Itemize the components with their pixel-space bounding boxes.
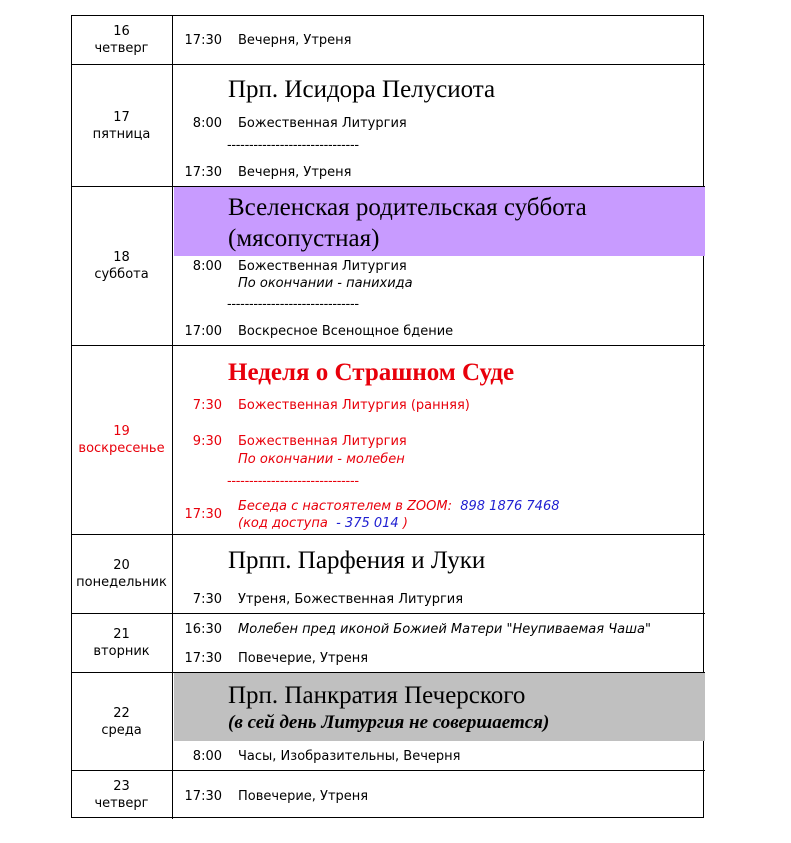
weekday: четверг	[94, 796, 149, 811]
day-cell	[71, 346, 173, 534]
service-time: 8:00	[192, 259, 222, 274]
service-time: 17:30	[184, 165, 222, 180]
feast-note: (в сей день Литургия не совершается)	[228, 712, 550, 733]
service-name: Божественная Литургия (ранняя)	[238, 398, 470, 413]
zoom-access-code[interactable]: - 375 014	[336, 516, 403, 531]
separator: ------------------------------	[227, 297, 359, 312]
day-number: 21	[113, 627, 130, 642]
service-name: Часы, Изобразительны, Вечерня	[238, 749, 461, 764]
service-name: Божественная Литургия	[238, 434, 407, 449]
day-number: 18	[113, 250, 130, 265]
service-time: 9:30	[192, 434, 222, 449]
day-number: 16	[113, 23, 130, 39]
day-cell	[71, 614, 173, 672]
day-cell	[71, 535, 173, 613]
weekday: среда	[101, 722, 142, 738]
service-note: По окончании - молебен	[238, 452, 405, 467]
service-name: Воскресное Всенощное бдение	[238, 324, 454, 339]
day-row-17	[71, 64, 705, 186]
day-cell	[71, 15, 173, 64]
zoom-meeting-id[interactable]: 898 1876 7468	[460, 499, 560, 514]
day-row-16	[71, 15, 705, 64]
weekday: суббота	[94, 267, 149, 282]
service-time: 17:00	[184, 324, 222, 339]
day-cell	[71, 771, 173, 819]
feast-title: Неделя о Страшном Суде	[228, 359, 515, 386]
service-name: Божественная Литургия	[238, 259, 407, 274]
separator: ------------------------------	[227, 138, 359, 153]
day-number: 20	[113, 558, 130, 573]
service-note: По окончании - панихида	[238, 276, 413, 291]
day-cell	[71, 65, 173, 186]
day-number: 19	[113, 424, 130, 439]
service-name: Вечерня, Утреня	[238, 165, 352, 180]
zoom-code-label: (код доступа	[238, 516, 328, 531]
service-time: 7:30	[192, 592, 222, 607]
service-name: Утреня, Божественная Литургия	[238, 592, 464, 607]
weekday: понедельник	[76, 575, 167, 590]
zoom-talk-text: Беседа с настоятелем в ZOOM:	[238, 499, 452, 514]
feast-title-line1: Вселенская родительская суббота	[228, 194, 587, 221]
weekday: четверг	[94, 40, 149, 56]
day-cell	[71, 673, 173, 770]
service-time: 8:00	[192, 116, 222, 131]
day-number: 17	[113, 109, 130, 125]
service-name: Повечерие, Утреня	[238, 651, 369, 666]
day-cell	[71, 187, 173, 345]
day-row-20	[71, 534, 705, 613]
day-row-22	[71, 672, 705, 770]
service-name: Божественная Литургия	[238, 116, 407, 131]
zoom-code-line	[238, 515, 408, 532]
zoom-talk-line	[238, 498, 559, 515]
service-name: Повечерие, Утреня	[238, 789, 369, 804]
feast-title: Прп. Панкратия Печерского	[228, 682, 526, 709]
zoom-code-close: )	[402, 516, 408, 531]
day-row-18	[71, 186, 705, 345]
day-row-19	[71, 345, 705, 534]
day-row-21	[71, 613, 705, 672]
weekday: пятница	[92, 126, 151, 142]
service-time: 17:30	[184, 651, 222, 666]
weekday: вторник	[93, 644, 150, 659]
day-row-23	[71, 770, 705, 819]
service-time: 7:30	[192, 398, 222, 413]
separator: ------------------------------	[227, 474, 359, 489]
service-time: 8:00	[192, 749, 222, 764]
day-number: 22	[113, 705, 130, 721]
service-time: 17:30	[184, 507, 222, 522]
service-name: Вечерня, Утреня	[238, 33, 352, 48]
feast-title: Прпп. Парфения и Луки	[228, 547, 486, 574]
feast-title-line2: (мясопустная)	[228, 225, 380, 252]
day-number: 23	[113, 779, 130, 794]
feast-title: Прп. Исидора Пелусиота	[228, 76, 496, 103]
service-time: 16:30	[184, 622, 222, 637]
service-time: 17:30	[184, 33, 222, 48]
service-time: 17:30	[184, 789, 222, 804]
service-name: Молебен пред иконой Божией Матери "Неупиваемая Чаша"	[238, 622, 651, 637]
weekday: воскресенье	[78, 441, 165, 456]
